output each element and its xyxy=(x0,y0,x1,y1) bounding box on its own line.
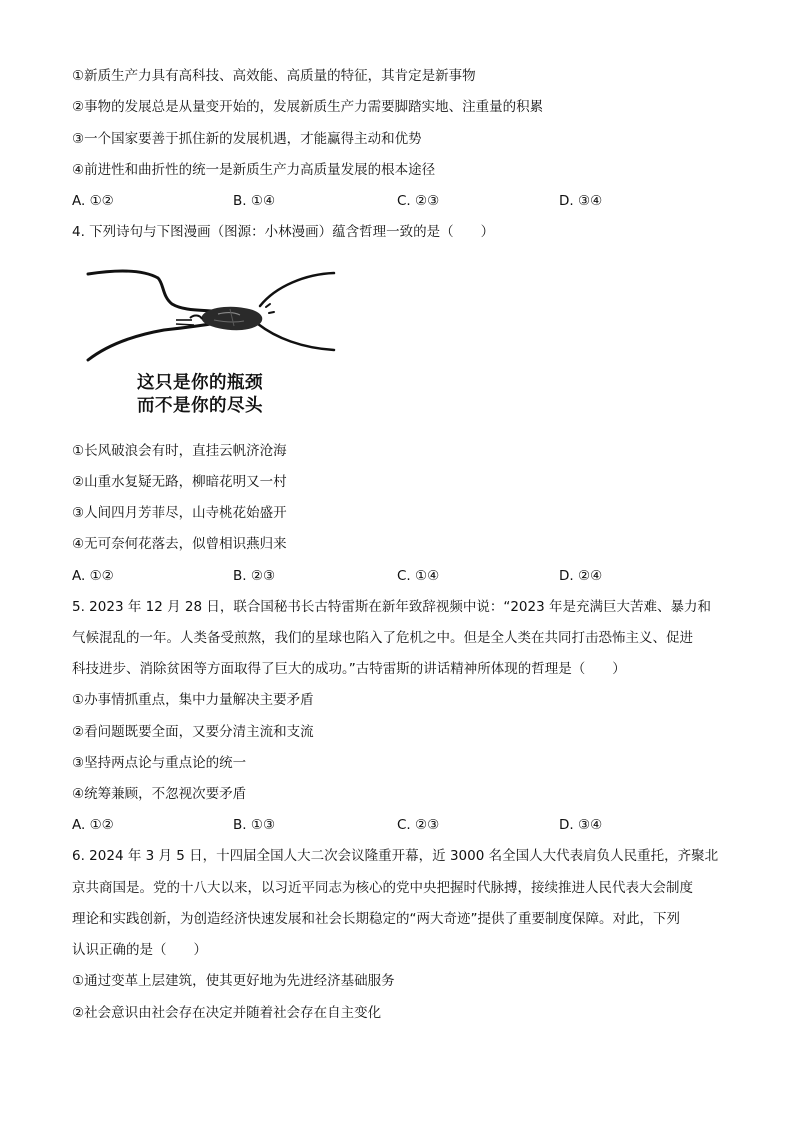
q3-statement-4: ④前进性和曲折性的统一是新质生产力高质量发展的根本途径 xyxy=(72,162,436,178)
q4-option-d: D. ②④ xyxy=(559,568,603,584)
cartoon-caption-line-1: 这只是你的瓶颈 xyxy=(137,373,263,393)
q3-statement-2: ②事物的发展总是从量变开始的，发展新质生产力需要脚踏实地、注重量的积累 xyxy=(72,99,544,115)
cartoon-caption-line-2: 而不是你的尽头 xyxy=(137,396,263,416)
q5-statement-2: ②看问题既要全面，又要分清主流和支流 xyxy=(72,724,314,740)
q4-statement-1: ①长风破浪会有时，直挂云帆济沧海 xyxy=(72,443,287,459)
q3-option-d: D. ③④ xyxy=(559,193,603,209)
q4-statement-3: ③人间四月芳菲尽，山寺桃花始盛开 xyxy=(72,505,287,521)
q5-option-b: B. ①③ xyxy=(233,817,276,833)
q6-stem-line-4: 认识正确的是（ ） xyxy=(72,942,207,958)
q4-option-b: B. ②③ xyxy=(233,568,276,584)
q3-option-c: C. ②③ xyxy=(397,193,440,209)
q5-stem-line-3: 科技进步、消除贫困等方面取得了巨大的成功。”古特雷斯的讲话精神所体现的哲理是（ ） xyxy=(72,661,626,677)
q5-option-c: C. ②③ xyxy=(397,817,440,833)
q3-statement-3: ③一个国家要善于抓住新的发展机遇，才能赢得主动和优势 xyxy=(72,131,422,147)
q4-statement-2: ②山重水复疑无路，柳暗花明又一村 xyxy=(72,474,287,490)
q6-stem-line-3: 理论和实践创新，为创造经济快速发展和社会长期稳定的“两大奇迹”提供了重要制度保障。对此，下列 xyxy=(72,911,680,927)
q5-options xyxy=(72,815,732,835)
q5-option-d: D. ③④ xyxy=(559,817,603,833)
q4-options xyxy=(72,566,732,586)
q5-stem-line-2: 气候混乱的一年。人类备受煎熬，我们的星球也陷入了危机之中。但是全人类在共同打击恐怖主义、促进 xyxy=(72,630,693,646)
q5-statement-3: ③坚持两点论与重点论的统一 xyxy=(72,755,247,771)
q6-statement-1: ①通过变革上层建筑，使其更好地为先进经济基础服务 xyxy=(72,973,395,989)
q6-stem-line-2: 京共商国是。党的十八大以来，以习近平同志为核心的党中央把握时代脉搏，接续推进人民代表大会制度 xyxy=(72,880,693,896)
q5-statement-1: ①办事情抓重点，集中力量解决主要矛盾 xyxy=(72,692,314,708)
q4-option-c: C. ①④ xyxy=(397,568,440,584)
q3-option-a: A. ①② xyxy=(72,193,114,209)
q4-statement-4: ④无可奈何花落去，似曾相识燕归来 xyxy=(72,536,287,552)
q4-option-a: A. ①② xyxy=(72,568,114,584)
q6-stem-line-1: 6. 2024 年 3 月 5 日，十四届全国人大二次会议隆重开幕，近 3000 名全国人大代表肩负人民重托，齐聚北 xyxy=(72,848,719,864)
q3-statement-1: ①新质生产力具有高科技、高效能、高质量的特征，其肯定是新事物 xyxy=(72,68,476,84)
q6-statement-2: ②社会意识由社会存在决定并随着社会存在自主变化 xyxy=(72,1005,382,1021)
q5-statement-4: ④统筹兼顾，不忽视次要矛盾 xyxy=(72,786,247,802)
q4-stem: 4. 下列诗句与下图漫画（图源：小林漫画）蕴含哲理一致的是（ ） xyxy=(72,224,495,240)
q3-option-b: B. ①④ xyxy=(233,193,276,209)
q3-options xyxy=(72,191,732,211)
q5-stem-line-1: 5. 2023 年 12 月 28 日，联合国秘书长古特雷斯在新年致辞视频中说：“2023 年是充满巨大苦难、暴力和 xyxy=(72,599,711,615)
q5-option-a: A. ①② xyxy=(72,817,114,833)
